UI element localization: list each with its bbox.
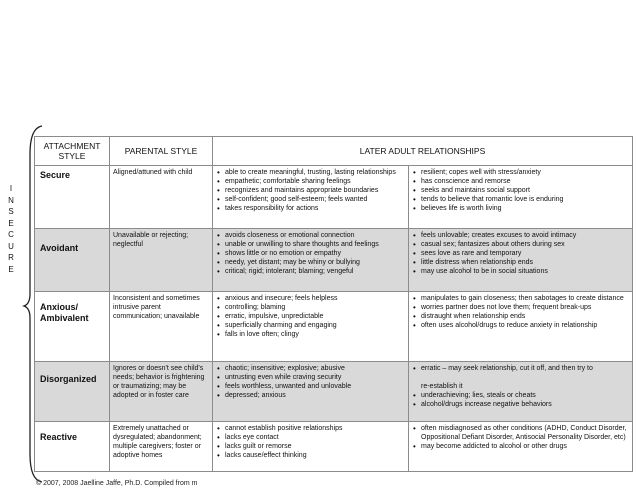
traits-cell — [409, 362, 633, 422]
traits-cell — [409, 229, 633, 292]
parental-cell: Ignores or doesn't see child's needs; behavior is frightening or traumatizing; may be adopted or in foster care — [110, 362, 213, 422]
list-item: • shows little or no emotion or empathy — [216, 249, 405, 258]
traits-cell — [213, 166, 409, 229]
header-attachment-style: ATTACHMENT STYLE — [35, 137, 110, 166]
parental-cell: Unavailable or rejecting; neglectful — [110, 229, 213, 292]
list-item: • sees love as rare and temporary — [412, 249, 629, 258]
side-letter: N — [8, 195, 14, 205]
list-item: • has conscience and remorse — [412, 177, 629, 186]
list-item: • controlling; blaming — [216, 303, 405, 312]
side-letter: E — [8, 218, 14, 228]
list-item: • distraught when relationship ends — [412, 312, 629, 321]
header-later-adult: LATER ADULT RELATIONSHIPS — [213, 137, 633, 166]
table-row — [35, 229, 633, 292]
list-item: • superficially charming and engaging — [216, 321, 405, 330]
list-item: • lacks eye contact — [216, 433, 405, 442]
list-item: • takes responsibility for actions — [216, 204, 405, 213]
list-item: • avoids closeness or emotional connection — [216, 231, 405, 240]
list-item-continuation: re-establish it — [421, 383, 463, 390]
list-item: • recognizes and maintains appropriate boundaries — [216, 186, 405, 195]
list-item: • self-confident; good self-esteem; feels wanted — [216, 195, 405, 204]
list-item: • erratic – may seek relationship, cut it off, and then try to — [412, 364, 629, 373]
list-item: • often misdiagnosed as other conditions (ADHD, Conduct Disorder, Oppositional Defiant Disorder, Antisocial Personality Disorder, etc) — [412, 424, 629, 442]
list-item: • seeks and maintains social support — [412, 186, 629, 195]
list-item: • feels unlovable; creates excuses to avoid intimacy — [412, 231, 629, 240]
parental-cell: Aligned/attuned with child — [110, 166, 213, 229]
side-letter: U — [8, 241, 14, 251]
list-item: • little distress when relationship ends — [412, 258, 629, 267]
list-item: • falls in love often; clingy — [216, 330, 405, 339]
list-item: • feels worthless, unwanted and unlovable — [216, 382, 405, 391]
list-item: • cannot establish positive relationships — [216, 424, 405, 433]
table-row — [35, 292, 633, 362]
list-item: • tends to believe that romantic love is enduring — [412, 195, 629, 204]
list-item: • believes life is worth living — [412, 204, 629, 213]
copyright-footer: © 2007, 2008 Jaelline Jaffe, Ph.D. Compiled from m — [36, 480, 198, 487]
list-item: • able to create meaningful, trusting, lasting relationships — [216, 168, 405, 177]
list-item: • manipulates to gain closeness; then sabotages to create distance — [412, 294, 629, 303]
list-item: • erratic, impulsive, unpredictable — [216, 312, 405, 321]
style-cell: Reactive — [35, 422, 110, 472]
side-letter: S — [8, 207, 14, 217]
style-cell: Disorganized — [35, 362, 110, 422]
list-item: • lacks guilt or remorse — [216, 442, 405, 451]
side-letter: C — [8, 230, 14, 240]
parental-cell: Extremely unattached or dysregulated; abandonment; multiple caregivers; foster or adoptive homes — [110, 422, 213, 472]
list-item: • untrusting even while craving security — [216, 373, 405, 382]
list-item: • alcohol/drugs increase negative behaviors — [412, 400, 629, 409]
list-item: • resilient; copes well with stress/anxiety — [412, 168, 629, 177]
traits-cell — [213, 292, 409, 362]
traits-cell — [409, 422, 633, 472]
traits-cell — [213, 229, 409, 292]
list-item: • may use alcohol to be in social situations — [412, 267, 629, 276]
traits-cell — [213, 362, 409, 422]
table-row — [35, 362, 633, 422]
side-letter: E — [8, 264, 14, 274]
header-row — [35, 137, 633, 166]
attachment-table — [34, 136, 633, 472]
list-item: • worries partner does not love them; frequent break-ups — [412, 303, 629, 312]
list-item: • unable or unwilling to share thoughts and feelings — [216, 240, 405, 249]
side-letter: R — [8, 253, 14, 263]
traits-cell — [409, 166, 633, 229]
list-item: • chaotic; insensitive; explosive; abusive — [216, 364, 405, 373]
header-parental-style: PARENTAL STYLE — [110, 137, 213, 166]
list-item: • underachieving; lies, steals or cheats — [412, 391, 629, 400]
table-row — [35, 422, 633, 472]
list-item: • may become addicted to alcohol or other drugs — [412, 442, 629, 451]
style-cell: Avoidant — [35, 229, 110, 292]
list-item: • often uses alcohol/drugs to reduce anxiety in relationship — [412, 321, 629, 330]
list-item: • depressed; anxious — [216, 391, 405, 400]
list-item: • lacks cause/effect thinking — [216, 451, 405, 460]
style-cell: Anxious/ Ambivalent — [35, 292, 110, 362]
parental-cell: Inconsistent and sometimes intrusive parent communication; unavailable — [110, 292, 213, 362]
list-item: • empathetic; comfortable sharing feelings — [216, 177, 405, 186]
list-item: • critical; rigid; intolerant; blaming; vengeful — [216, 267, 405, 276]
table-row — [35, 166, 633, 229]
list-item: • anxious and insecure; feels helpless — [216, 294, 405, 303]
traits-cell — [409, 292, 633, 362]
list-item: • needy, yet distant; may be whiny or bullying — [216, 258, 405, 267]
side-letter: I — [9, 184, 13, 193]
style-cell: Secure — [35, 166, 110, 229]
insecure-side-label — [4, 184, 18, 274]
list-item: • casual sex; fantasizes about others during sex — [412, 240, 629, 249]
traits-cell — [213, 422, 409, 472]
